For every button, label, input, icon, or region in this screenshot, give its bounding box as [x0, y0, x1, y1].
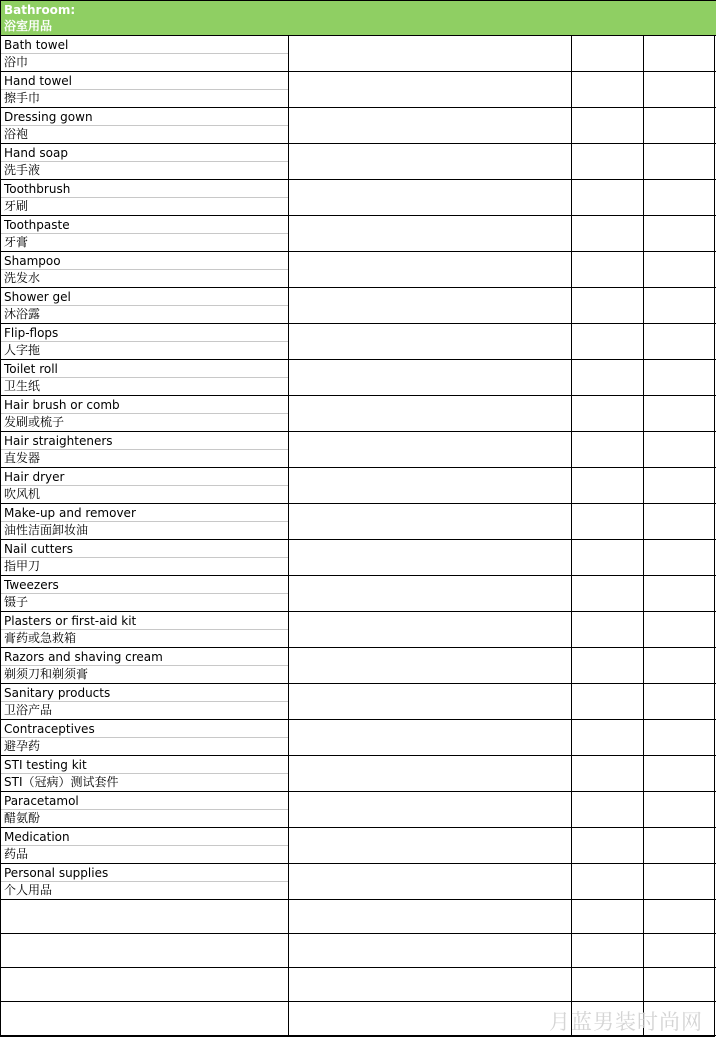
row-inner-divider: [1, 341, 288, 342]
column-divider-3: [643, 432, 644, 467]
column-divider-1: [288, 432, 289, 467]
column-divider-3: [643, 360, 644, 395]
item-label-en: Personal supplies: [4, 866, 109, 880]
column-divider-3: [643, 144, 644, 179]
column-divider-2: [571, 180, 572, 215]
column-divider-2: [571, 108, 572, 143]
column-divider-3: [643, 324, 644, 359]
column-divider-2: [571, 324, 572, 359]
row-inner-divider: [1, 449, 288, 450]
row-inner-divider: [1, 485, 288, 486]
column-divider-1: [288, 288, 289, 323]
item-label-zh: 牙膏: [4, 235, 29, 249]
item-label-en: Dressing gown: [4, 110, 93, 124]
table-row: [1, 648, 716, 684]
column-divider-2: [571, 72, 572, 107]
column-divider-2: [571, 288, 572, 323]
column-divider-3: [643, 252, 644, 287]
column-divider-2: [571, 144, 572, 179]
column-divider-2: [571, 934, 572, 967]
item-label-en: Contraceptives: [4, 722, 95, 736]
column-divider-1: [288, 828, 289, 863]
item-label-en: Hand towel: [4, 74, 72, 88]
table-row: [1, 108, 716, 144]
blank-row: [1, 934, 716, 968]
column-divider-1: [288, 468, 289, 503]
column-divider-3: [643, 968, 644, 1001]
row-inner-divider: [1, 125, 288, 126]
row-inner-divider: [1, 197, 288, 198]
item-label-en: Plasters or first-aid kit: [4, 614, 137, 628]
column-divider-3: [643, 288, 644, 323]
column-divider-1: [288, 864, 289, 899]
column-divider-1: [288, 1002, 289, 1035]
column-divider-3: [643, 396, 644, 431]
column-divider-1: [288, 36, 289, 71]
item-label-zh: 药品: [4, 847, 29, 861]
table-row: [1, 324, 716, 360]
item-label-zh: 沐浴露: [4, 307, 41, 321]
column-divider-3: [643, 576, 644, 611]
column-divider-1: [288, 216, 289, 251]
item-label-zh: 浴袍: [4, 127, 29, 141]
column-divider-3: [643, 612, 644, 647]
column-divider-1: [288, 72, 289, 107]
item-label-en: Hair dryer: [4, 470, 65, 484]
column-divider-2: [571, 576, 572, 611]
item-label-en: Razors and shaving cream: [4, 650, 163, 664]
column-divider-1: [288, 684, 289, 719]
column-divider-2: [571, 684, 572, 719]
item-label-en: Toothpaste: [4, 218, 70, 232]
item-label-zh: 发刷或梳子: [4, 415, 65, 429]
row-inner-divider: [1, 161, 288, 162]
column-divider-2: [571, 612, 572, 647]
column-divider-1: [288, 540, 289, 575]
item-label-en: Hand soap: [4, 146, 68, 160]
item-label-zh: 卫生纸: [4, 379, 41, 393]
item-label-zh: 人字拖: [4, 343, 41, 357]
column-divider-1: [288, 612, 289, 647]
blank-row: [1, 900, 716, 934]
column-divider-2: [571, 504, 572, 539]
blank-row: [1, 968, 716, 1002]
item-label-zh: 浴巾: [4, 55, 29, 69]
table-row: [1, 252, 716, 288]
item-label-en: Make-up and remover: [4, 506, 136, 520]
item-label-en: Toothbrush: [4, 182, 71, 196]
column-divider-2: [571, 720, 572, 755]
column-divider-1: [288, 504, 289, 539]
column-divider-1: [288, 756, 289, 791]
column-divider-1: [288, 396, 289, 431]
column-divider-2: [571, 396, 572, 431]
item-label-en: Hair brush or comb: [4, 398, 120, 412]
item-label-en: Toilet roll: [4, 362, 58, 376]
item-label-en: Paracetamol: [4, 794, 79, 808]
item-label-zh: 卫浴产品: [4, 703, 53, 717]
table-row: [1, 684, 716, 720]
column-divider-3: [643, 468, 644, 503]
item-label-zh: STI（冠病）测试套件: [4, 775, 119, 789]
item-label-zh: 油性洁面卸妆油: [4, 523, 89, 537]
column-divider-3: [643, 540, 644, 575]
row-inner-divider: [1, 593, 288, 594]
column-divider-1: [288, 144, 289, 179]
table-row: [1, 540, 716, 576]
item-label-zh: 擦手巾: [4, 91, 41, 105]
item-label-zh: 避孕药: [4, 739, 41, 753]
column-divider-1: [288, 968, 289, 1001]
section-header: [1, 0, 716, 36]
table-row: [1, 36, 716, 72]
item-label-zh: 洗发水: [4, 271, 41, 285]
column-divider-3: [643, 504, 644, 539]
column-divider-2: [571, 968, 572, 1001]
item-label-zh: 吹风机: [4, 487, 41, 501]
column-divider-1: [288, 648, 289, 683]
item-label-en: Bath towel: [4, 38, 69, 52]
item-label-zh: 个人用品: [4, 883, 53, 897]
row-inner-divider: [1, 557, 288, 558]
table-row: [1, 612, 716, 648]
column-divider-3: [643, 864, 644, 899]
item-label-en: Shower gel: [4, 290, 71, 304]
row-inner-divider: [1, 305, 288, 306]
item-label-en: STI testing kit: [4, 758, 87, 772]
item-label-en: Nail cutters: [4, 542, 73, 556]
column-divider-3: [643, 180, 644, 215]
item-label-zh: 指甲刀: [4, 559, 41, 573]
table-row: [1, 360, 716, 396]
item-label-zh: 镊子: [4, 595, 29, 609]
column-divider-1: [288, 900, 289, 933]
row-inner-divider: [1, 233, 288, 234]
column-divider-3: [643, 72, 644, 107]
column-divider-2: [571, 828, 572, 863]
item-label-zh: 直发器: [4, 451, 41, 465]
item-label-zh: 醋氨酚: [4, 811, 41, 825]
row-inner-divider: [1, 53, 288, 54]
table-row: [1, 828, 716, 864]
section-title-en: Bathroom:: [4, 3, 76, 17]
table-row: [1, 72, 716, 108]
column-divider-1: [288, 792, 289, 827]
watermark-text: 月蓝男装时尚网: [549, 1010, 703, 1034]
column-divider-3: [643, 36, 644, 71]
item-label-en: Tweezers: [4, 578, 59, 592]
column-divider-1: [288, 252, 289, 287]
row-inner-divider: [1, 809, 288, 810]
column-divider-2: [571, 252, 572, 287]
column-divider-1: [288, 180, 289, 215]
column-divider-3: [643, 756, 644, 791]
section-title-zh: 浴室用品: [4, 19, 53, 33]
column-divider-2: [571, 756, 572, 791]
row-inner-divider: [1, 737, 288, 738]
column-divider-1: [288, 360, 289, 395]
item-label-zh: 牙刷: [4, 199, 29, 213]
column-divider-2: [571, 216, 572, 251]
column-divider-2: [571, 540, 572, 575]
column-divider-2: [571, 36, 572, 71]
column-divider-3: [643, 720, 644, 755]
table-row: [1, 504, 716, 540]
item-label-zh: 剃须刀和剃须膏: [4, 667, 89, 681]
table-row: [1, 576, 716, 612]
column-divider-2: [571, 648, 572, 683]
column-divider-2: [571, 792, 572, 827]
table-row: [1, 432, 716, 468]
column-divider-1: [288, 720, 289, 755]
table-row: [1, 396, 716, 432]
table-row: [1, 216, 716, 252]
row-inner-divider: [1, 269, 288, 270]
table-row: [1, 756, 716, 792]
table-row: [1, 180, 716, 216]
row-inner-divider: [1, 89, 288, 90]
column-divider-2: [571, 900, 572, 933]
item-label-en: Shampoo: [4, 254, 61, 268]
table-row: [1, 468, 716, 504]
column-divider-2: [571, 432, 572, 467]
column-divider-1: [288, 934, 289, 967]
column-divider-3: [643, 828, 644, 863]
column-divider-1: [288, 576, 289, 611]
table-row: [1, 792, 716, 828]
table-row: [1, 720, 716, 756]
column-divider-3: [643, 900, 644, 933]
column-divider-3: [643, 792, 644, 827]
row-inner-divider: [1, 377, 288, 378]
column-divider-3: [643, 934, 644, 967]
table-row: [1, 288, 716, 324]
item-label-zh: 洗手液: [4, 163, 41, 177]
column-divider-3: [643, 108, 644, 143]
column-divider-1: [288, 324, 289, 359]
item-label-en: Medication: [4, 830, 70, 844]
row-inner-divider: [1, 845, 288, 846]
column-divider-2: [571, 468, 572, 503]
table-row: [1, 864, 716, 900]
column-divider-3: [643, 648, 644, 683]
item-label-en: Hair straighteners: [4, 434, 113, 448]
column-divider-3: [643, 684, 644, 719]
item-label-en: Sanitary products: [4, 686, 111, 700]
column-divider-1: [288, 108, 289, 143]
column-divider-3: [643, 216, 644, 251]
item-label-en: Flip-flops: [4, 326, 59, 340]
item-label-zh: 膏药或急救箱: [4, 631, 77, 645]
column-divider-2: [571, 864, 572, 899]
column-divider-2: [571, 360, 572, 395]
table-row: [1, 144, 716, 180]
